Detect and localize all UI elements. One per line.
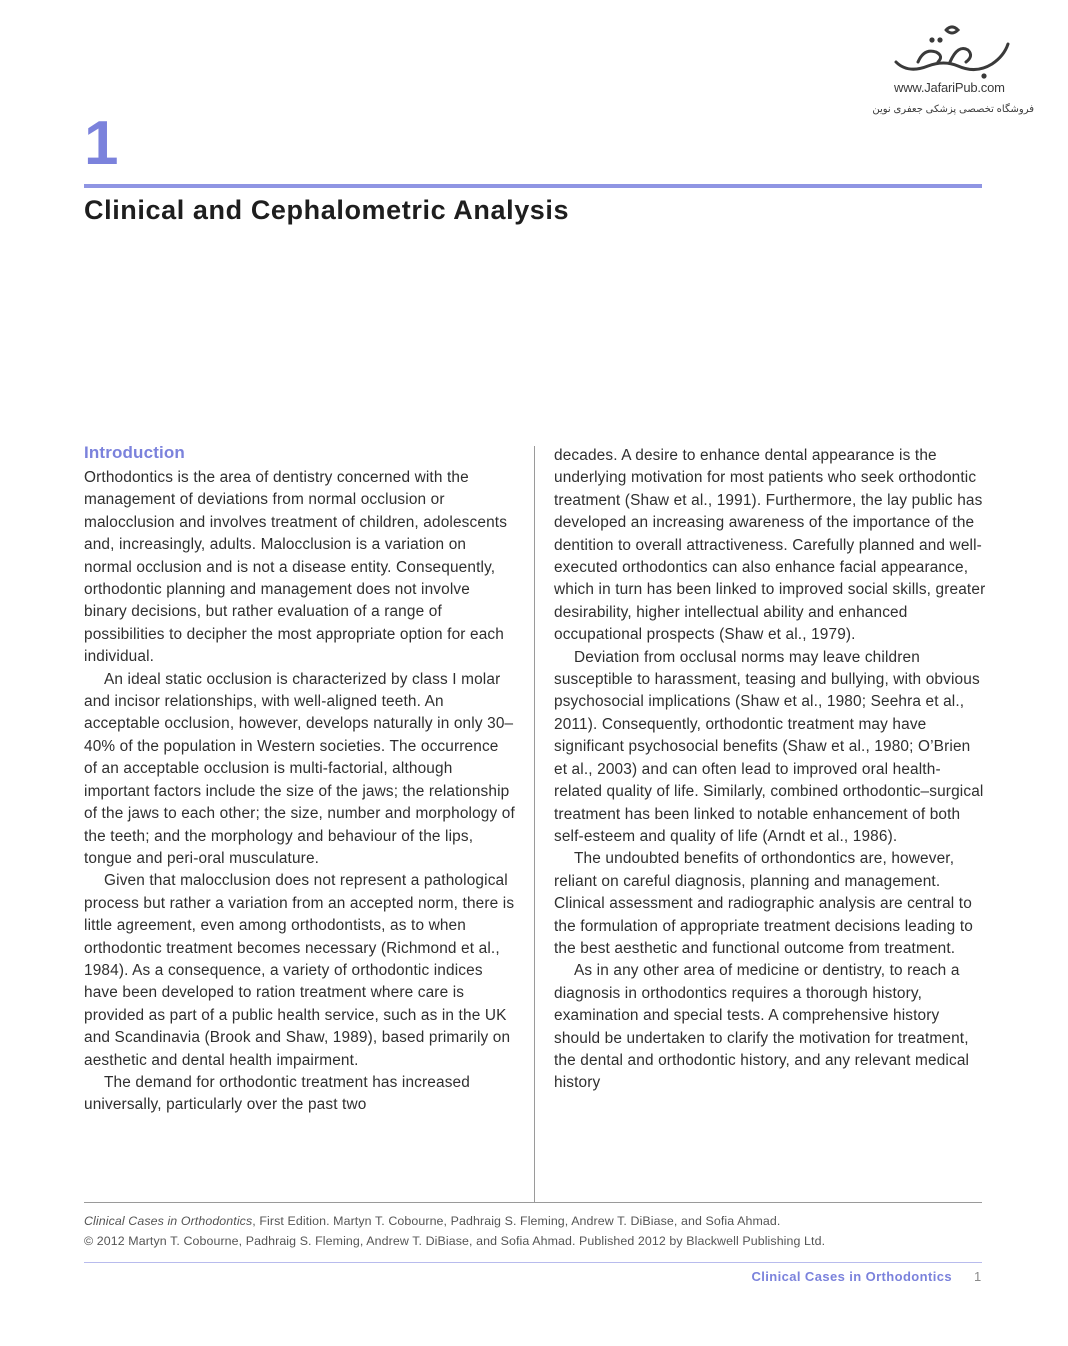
paragraph: The demand for orthodontic treatment has increased universally, particularly over the past two [84,1073,470,1114]
logo-tagline: فروشگاه تخصصی پزشکی جعفری نوین [872,104,1034,115]
chapter-rule [84,184,982,188]
footnote-rule [84,1202,982,1203]
section-heading-introduction: Introduction [84,443,185,462]
running-footer-title: Clinical Cases in Orthodontics [751,1269,952,1284]
chapter-number: 1 [84,109,119,178]
paragraph: Deviation from occlusal norms may leave children susceptible to harassment, teasing and bullying, with obvious psychosocial implications (Shaw et al., 1980; Seehra et al., 2011). Consequently, orthodontic treatment may have significant psychosocial benefits (Shaw et al., 1980; O’Brien et al., 2003) and can often lead to improved oral health-related quality of life. Similarly, combined orthodontic–surgical treatment has been linked to notable enhancement of both self-esteem and quality of life (Arndt et al., 1986). [554,648,984,845]
publisher-logo [858,22,1038,122]
calligraphy-logo-icon [888,22,1014,80]
citation-book-title: Clinical Cases in Orthodontics [84,1214,253,1228]
paragraph: Given that malocclusion does not represent a pathological process but rather a variation from an accepted norm, there is little agreement, even among orthodontists, as to when orthodontic treatment becomes necessary (Richmond et al., 1984). As a consequence, a variety of orthodontic indices have been developed to ration treatment where care is provided as part of a public health service, such as in the UK and Scandinavia (Brook and Shaw, 1989), based primarily on aesthetic and dental health impairment. [84,872,515,1069]
left-column [84,440,516,1117]
paragraph: As in any other area of medicine or dentistry, to reach a diagnosis in orthodontics requires a thorough history, examination and special tests. A comprehensive history should be undertaken to clarify the motivation for treatment, the dental and orthodontic history, and any relevant medical history [554,962,970,1092]
paragraph: The undoubted benefits of orthondontics are, however, reliant on careful diagnosis, planning and management. Clinical assessment and radiographic analysis are central to the formulation of appropriate treatment decisions leading to the best aesthetic and functional outcome from treatment. [554,850,973,957]
citation-line-1 [84,1212,964,1232]
footer-rule [84,1262,982,1263]
paragraph: decades. A desire to enhance dental appearance is the underlying motivation for most patients who seek orthodontic treatment (Shaw et al., 1991). Furthermore, the lay public has developed an increasing awareness of the importance of the dentition to overall attractiveness. Carefully planned and well-executed orthodontics can also enhance facial appearance, which in turn has been linked to improved social skills, greater desirability, higher intellectual ability and enhanced occupational prospects (Shaw et al., 1979). [554,447,986,644]
chapter-title: Clinical and Cephalometric Analysis [84,195,570,225]
page-number: 1 [974,1269,982,1284]
paragraph: Orthodontics is the area of dentistry concerned with the management of deviations from normal occlusion or malocclusion and involves treatment of children, adolescents and, increasingly, adults. Malocclusion is a variation on normal occlusion and is not a disease entity. Consequently, orthodontic planning and management does not involve binary decisions, but rather evaluation of a range of possibilities to decipher the most appropriate option for each individual. [84,469,508,666]
logo-url: www.JafariPub.com [894,80,1005,95]
paragraph: An ideal static occlusion is characterized by class I molar and incisor relationships, with well-aligned teeth. An acceptable occlusion, however, develops naturally in only 30–40% of the population in Western societies. The occurrence of an acceptable occlusion is multi-factorial, although important factors include the size of the jaws; the relationship of the jaws to each other; the size, number and morphology of the teeth; and the morphology and behaviour of the lips, tongue and peri-oral musculature. [84,670,515,867]
citation-edition-authors: , First Edition. Martyn T. Cobourne, Padhraig S. Fleming, Andrew T. DiBiase, and Sofia Ahmad. [252,1214,781,1228]
column-divider [534,446,535,1202]
citation-block [84,1212,964,1251]
right-column [554,445,986,1095]
citation-line-2: © 2012 Martyn T. Cobourne, Padhraig S. Fleming, Andrew T. DiBiase, and Sofia Ahmad. Published 2012 by Blackwell Publishing Ltd. [84,1233,826,1248]
